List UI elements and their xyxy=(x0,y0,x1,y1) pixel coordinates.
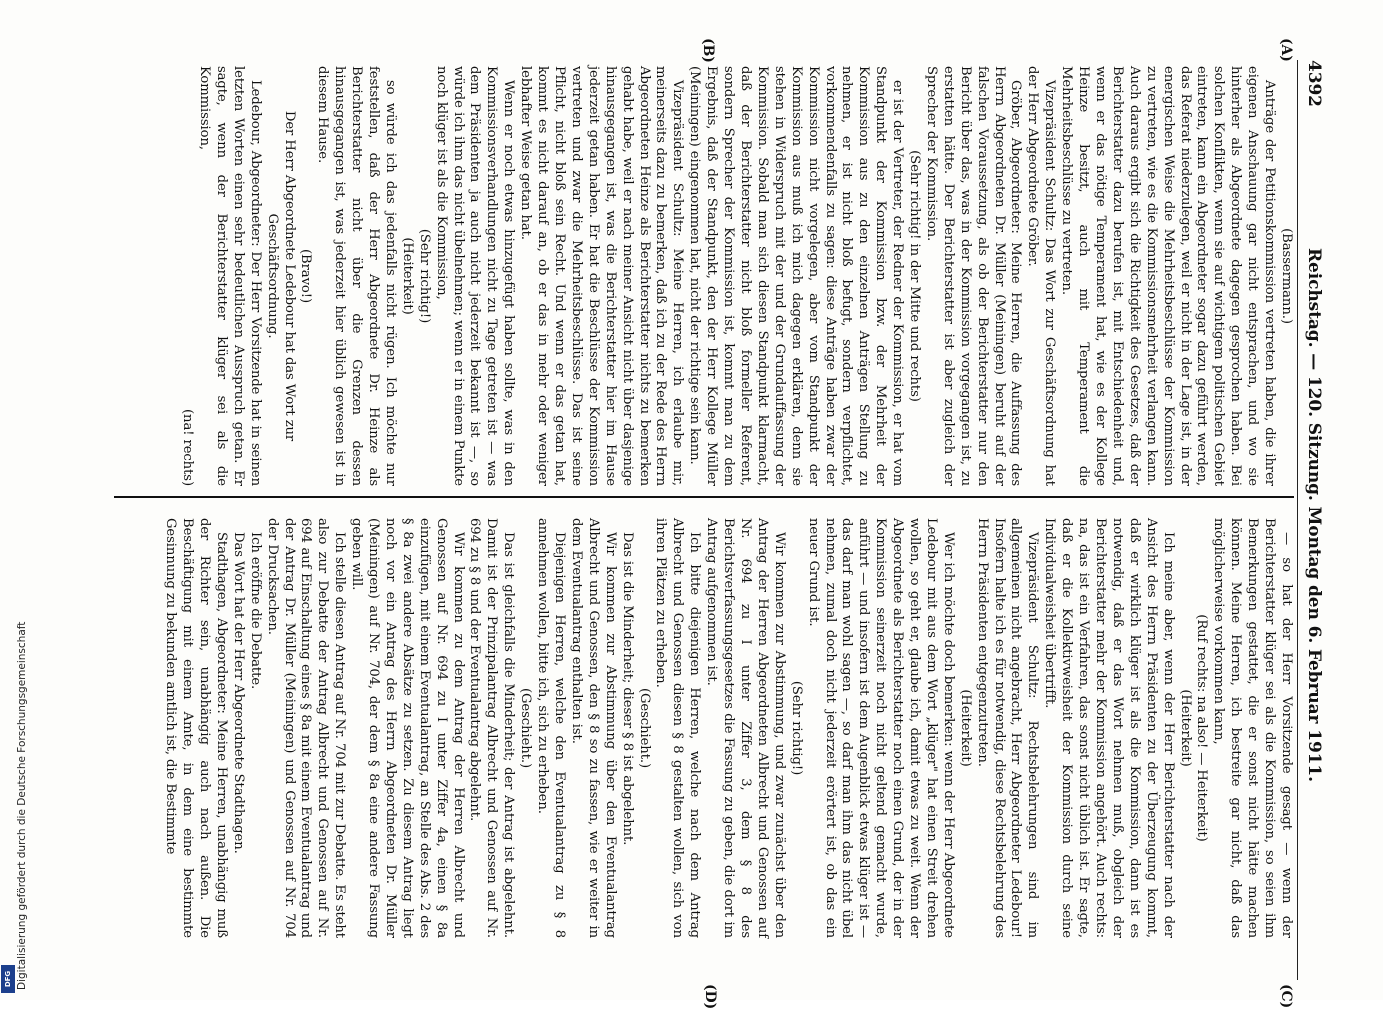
left-column-paragraph: (Sehr richtig! in der Mitte und rechts) xyxy=(907,150,923,402)
right-column-paragraph: Das ist die Minderheit; dieser § 8 ist abgelehnt. xyxy=(619,532,635,846)
right-column-paragraph: Ich meine aber, wenn der Herr Berichterstatter nach der Ansicht des Herrn Präsidenten zu der Überzeugung kommt, daß er wirklich klüger ist als die Kommission, dann ist es notwendig, daß er das Wort nehmen muß, obgleich der Berichterstatter mehr der Kommission angehört. Auch rechts: na, das ist ein Verfahren, das sonst nicht üblich ist. Er sagte, daß er die Kollektivweisheit der Kommission durch seine Individualweisheit übertrifft. xyxy=(1042,518,1176,938)
footer xyxy=(2,560,28,990)
right-column-paragraph: Wer ich möchte doch bemerken: wenn der Herr Abgeordnete Ledebour mit aus dem Wort „klüger" hat einen Streit drehen wollen, so geht er, glaube ich, damit etwas zu weit. Wenn der Abgeordnete als Berichterstatter noch einen Grund, der in der Kommission seinerzeit noch nicht geltend gemacht wurde, anführt — und insofern ist dem Augenblick etwas klüger ist — das darf man wohl sagen —, so darf man ihm das nicht übel nehmen, zumal doch nicht jederzeit erörtert ist, ob das ein neuer Grund ist. xyxy=(805,518,956,938)
left-column-paragraph: Ledebour, Abgeordneter: Der Herr Vorsitzende hat in seinen letzten Worten einen sehr bedeutlichen Ausspruch getan. Er sagte, wenn der Berichterstatter klüger sei als die Kommission, xyxy=(197,66,263,486)
right-column-paragraph: Diejenigen Herren, welche den Eventualantrag zu § 8 annehmen wollen, bitte ich, sich zu erheben. xyxy=(535,518,568,938)
left-column-paragraph: (Heiterkeit) xyxy=(399,237,415,315)
left-column-paragraph: so würde ich das jedenfalls nicht rügen. Ich möchte nur feststellen, daß der Herr Abgeordnete Dr. Heinze als Berichterstatter nicht über die Grenzen dessen hinausgegangen ist, was jederzeit hier üblich gewesen ist in diesem Hause. xyxy=(315,66,398,486)
right-column-paragraph: (Geschieht.) xyxy=(636,687,652,769)
right-column-paragraph: (Geschieht.) xyxy=(518,687,534,769)
left-column-paragraph: Vizepräsident Schultz: Das Wort zur Geschäftsordnung hat der Herr Abgeordnete Gröber. xyxy=(1025,66,1058,486)
right-column-paragraph: (Heiterkeit) xyxy=(957,689,973,767)
rotated-document-page xyxy=(58,0,1328,1009)
margin-mark-a: (A) xyxy=(1278,38,1294,62)
page-header xyxy=(1300,60,1322,970)
left-column-paragraph: Vizepräsident Schultz: Meine Herren, ich erlaube mir, meinerseits dazu zu bemerken, daß ich zu der Rede des Herrn Abgeordneten Heinze als Berichterstatter nichts zu bemerken gehabt habe, weil er nach meiner Ansicht nicht über dasjenige hinausgegangen ist, was die Berichterstatter hier im Hause jederzeit getan haben. Er hat die Beschlüsse der Kommission vertreten und zwar die Mehrheitsbeschlüsse. Das ist seine Pflicht, nicht bloß sein Recht. Und wenn er das getan hat, kommt es nicht darauf an, ob er das in mehr oder weniger lebhafter Weise getan hat. xyxy=(518,66,686,486)
left-column-paragraph: Der Herr Abgeordnete Ledebour hat das Wort zur Geschäftsordnung. xyxy=(264,110,297,442)
right-column-paragraph: (Heiterkeit) xyxy=(1177,689,1193,767)
page-number: 4392 xyxy=(1304,60,1324,107)
right-column-paragraph: Ich bitte diejenigen Herren, welche nach dem Antrag Albrecht und Genossen diesen § 8 gestalten wollen, sich von ihren Plätzen zu erheben. xyxy=(653,518,703,938)
right-column-paragraph: Wir kommen zur Abstimmung, und zwar zunächst über den Antrag der Herren Abgeordneten Albrecht und Genossen auf Nr. 694 zu I unter Ziffer 3, dem § 8 des Berichtsverfassungsgesetzes die Fassung zu geben, die dort im Antrag aufgenommen ist. xyxy=(704,518,787,938)
page-title: Reichstag. — 120. Sitzung. Montag den 6. Februar 1911. xyxy=(1304,248,1324,782)
left-column-paragraph: (na! rechts) xyxy=(180,409,196,486)
right-column-paragraph: (Ruf rechts: na also! — Heiterkeit) xyxy=(1194,614,1210,842)
header-rule xyxy=(1297,60,1298,980)
right-column xyxy=(161,518,1294,938)
right-column-paragraph: Vizepräsident Schultz: Rechtsbelehrungen sind im allgemeinen nicht angebracht, Herr Abgeordneter Ledebour! Insofern halte ich es für notwendig, diese Rechtsbelehrung des Herrn Präsidenten entgegenzutreten. xyxy=(974,518,1041,938)
left-column-paragraph: Gröber, Abgeordneter: Meine Herren, die Auffassung des Herrn Abgeordneten Dr. Müller (Meiningen) beruht auf der falschen Voraussetzung, als ob der Berichterstatter nur den Bericht über das, was in der Kommission vorgegangen ist, zu erstatten hätte. Der Berichterstatter ist aber zugleich der Sprecher der Kommission. xyxy=(923,66,1024,486)
right-column-paragraph: — so hat der Herr Vorsitzende gesagt — wenn der Berichterstatter klüger sei als die Kommission, so seien ihm Bemerkungen gestattet, die er sonst nicht hätte machen können. Meine Herren, ich bestreite gar nicht, daß das möglicherweise vorkommen kann, xyxy=(1211,518,1294,938)
left-column-paragraph: (Bassermann.) xyxy=(1279,228,1294,324)
column-divider xyxy=(114,496,1294,498)
margin-mark-c: (C) xyxy=(1278,984,1294,1009)
left-column-paragraph: (Sehr richtig!) xyxy=(416,228,432,324)
right-column-paragraph: Ich stelle diesen Antrag auf Nr. 704 mit zur Debatte. Es steht also zur Debatte der Antrag Albrecht und Genossen auf Nr. 694 auf Einschaltung eines § 8a mit einem Eventualantrag und der Antrag Dr. Müller (Meiningen) und Genossen auf Nr. 704 der Drucksachen. xyxy=(264,518,348,938)
left-column-paragraph: Wenn er noch etwas hinzugefügt haben sollte, was in den Kommissionsverhandlungen nicht zu Tage getreten ist — was dem Präsidenten ja auch nicht jederzeit bekannt ist —, so würde ich ihm das nicht übelnehmen; wenn er in einem Punkte noch klüger ist als die Kommission, xyxy=(433,66,517,486)
footer-credit: Digitalisierung gefördert durch die Deutsche Forschungsgemeinschaft xyxy=(16,621,28,990)
dfg-logo xyxy=(1,965,15,993)
margin-mark-b: (B) xyxy=(700,38,716,63)
margin-mark-d: (D) xyxy=(702,984,718,1009)
right-column-paragraph: Ich eröffne die Debatte. xyxy=(247,532,263,690)
right-column-paragraph: Das ist gleichfalls die Minderheit; der Antrag ist abgelehnt. Damit ist der Prinzipalantrag Albrecht und Genossen auf Nr. 694 zu § 8 und der Eventualantrag abgelehnt. xyxy=(467,518,517,938)
right-column-paragraph: (Sehr richtig!) xyxy=(788,680,804,776)
right-column-paragraph: Das Wort hat der Herr Abgeordnete Stadthagen. xyxy=(230,532,246,854)
right-column-paragraph: Stadthagen, Abgeordneter: Meine Herren, unabhängig muß der Richter sein, unabhängig auch nach außen. Die Beschäftigung mit einem Amte, in dem eine bestimmte Gesinnung zu bekunden amtlich ist, die Bestimmte xyxy=(163,518,229,938)
right-column-paragraph: Wir kommen zur Abstimmung über den Eventualantrag Albrecht und Genossen, den § 8 so zu fassen, wie er weiter in dem Eventualantrag enthalten ist. xyxy=(568,518,618,938)
left-column-paragraph: (Bravo!) xyxy=(298,248,314,304)
left-column-paragraph: Anträge der Petitionskommission vertreten haben, die ihrer eigenen Anschauung gar nicht entsprachen, und wo sie hinterher als Abgeordnete dagegen gesprochen haben. Bei solchen Konflikten, wenn sie auf wichtigem politischen Gebiet eintreten, kann ein Abgeordneter sogar dazu geführt werden, das Referat niederzulegen, weil er nicht in der Lage ist, in der energischen Weise die Mehrheitsbeschlüsse der Kommission zu vertreten, wie es die Kommissionsmehrheit verlangen kann. Auch daraus ergibt sich die Richtigkeit des Gesetzes, daß der Berichterstatter dazu berufen ist, mit Entschiedenheit und, wenn er das nötige Temperament hat, wie es der Kollege Heinze besitzt, auch mit Temperament die Mehrheitsbeschlüsse zu vertreten. xyxy=(1059,66,1278,486)
left-column-paragraph: er ist der Vertreter, der Redner der Kommission, er hat vom Standpunkt der Kommission bzw. der Mehrheit der Kommission aus zu den einzelnen Anträgen Stellung zu nehmen, er ist nicht bloß befugt, sondern verpflichtet, vorkommendenfalls zu sagen: diese Anträge haben zwar der Kommission nicht vorgelegen, aber vom Standpunkt der Kommission aus muß ich mich dagegen erklären, denn sie stehen in Widerspruch mit der und der Grundauffassung der Kommission. Sobald man sich diesen Standpunkt klarmacht, daß der Berichterstatter nicht bloß formeller Referent, sondern Sprecher der Kommission ist, kommt man zu dem Ergebnis, daß der Standpunkt, den der Herr Kollege Müller (Meiningen) eingenommen hat, nicht der richtige sein kann. xyxy=(687,66,906,486)
dfg-logo-text: DFG xyxy=(4,970,12,988)
left-column xyxy=(178,66,1294,486)
right-column-paragraph: Wir kommen zu dem Antrag der Herren Albrecht und Genossen auf Nr. 694 zu I unter Ziffer 4a, einen § 8a einzufügen, mit einem Eventualantrag, an Stelle des Abs. 2 des § 8a zwei andere Absätze zu setzen. Zu diesem Antrag liegt noch vor ein Antrag des Herrn Abgeordneten Dr. Müller (Meiningen) auf Nr. 704, der dem § 8a eine andere Fassung geben will. xyxy=(349,518,466,938)
